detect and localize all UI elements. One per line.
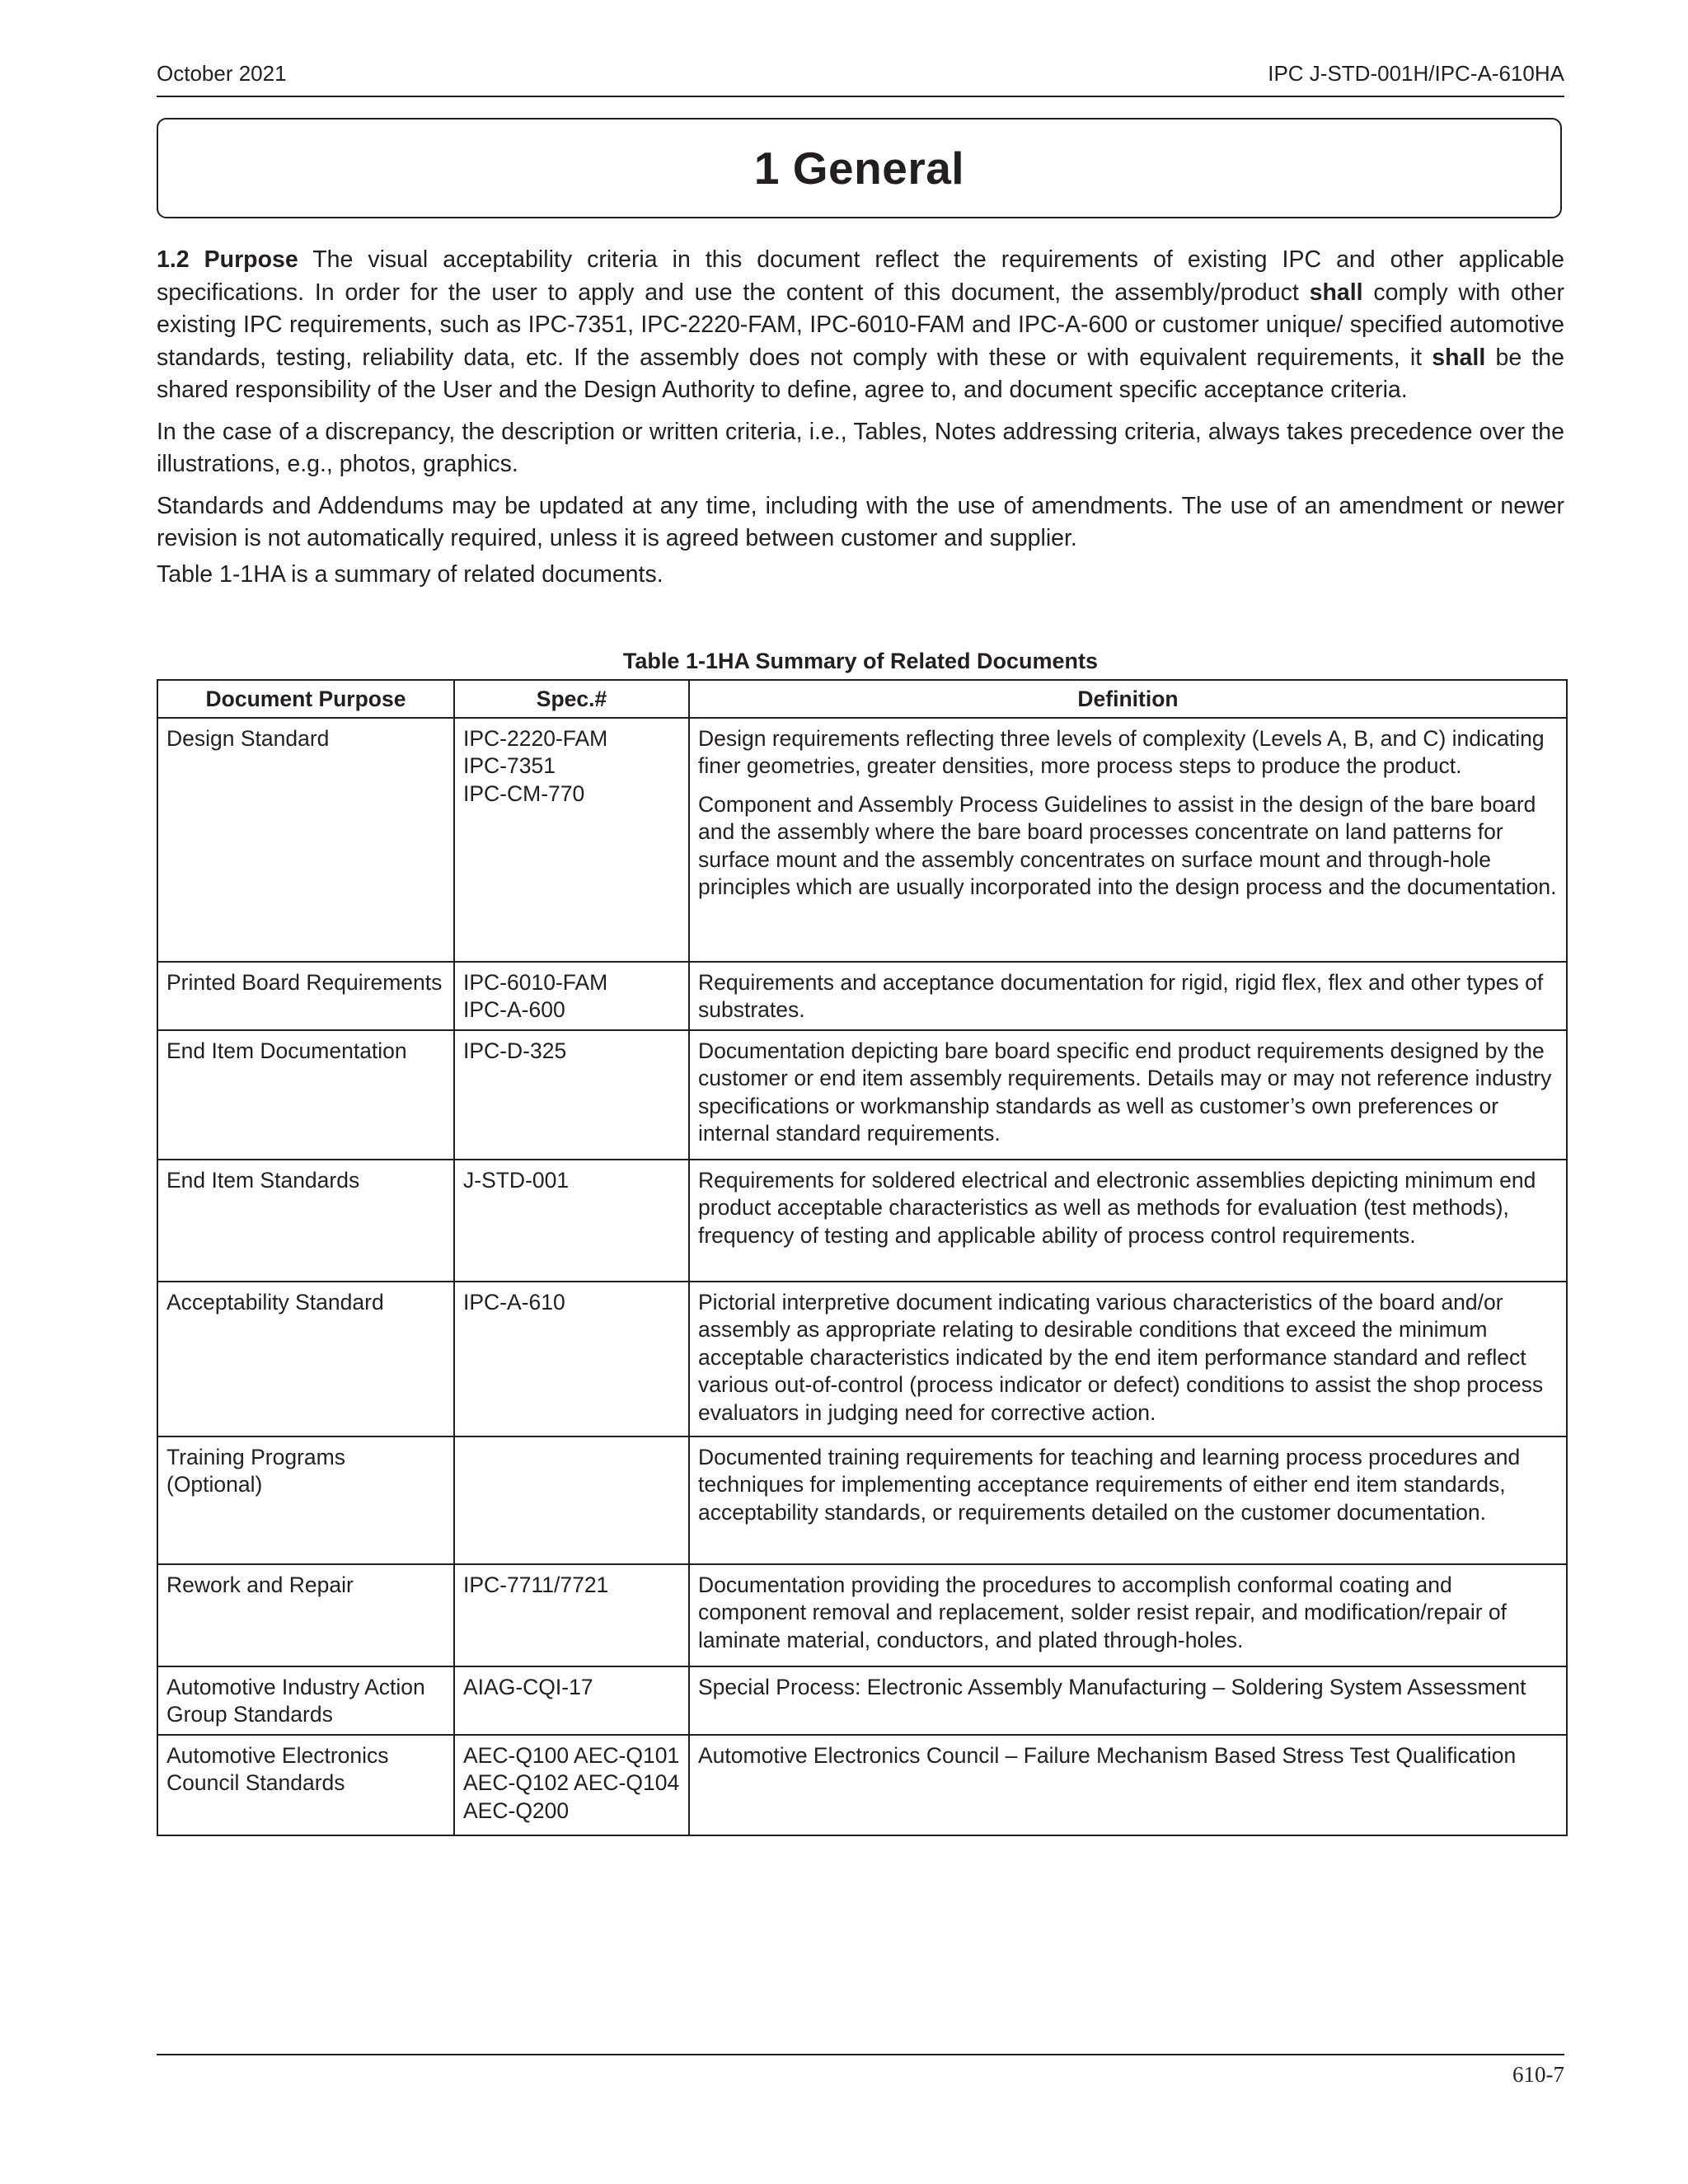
purpose-heading: 1.2 Purpose: [157, 246, 298, 273]
cell-definition: [689, 1564, 1567, 1666]
spec-item: IPC-6010-FAM: [463, 969, 608, 995]
purpose-paragraph: [157, 244, 1564, 407]
spec-item: AEC-Q100 AEC-Q101: [463, 1742, 680, 1768]
standards-paragraph: Standards and Addendums may be updated at any time, including with the use of amendments. The use of an amendment or newer revision is not automatically required, unless it is agreed between customer and supplier.: [157, 492, 1564, 551]
section-title: 1 General: [753, 143, 965, 194]
spec-item: IPC-A-600: [463, 997, 565, 1022]
definition-text: Requirements for soldered electrical and electronic assemblies depicting minimum end product acceptable characteristics as well as methods for evaluation (test methods), frequency of testing and applicable ability of process control requirements.: [698, 1167, 1536, 1248]
spec-item: J-STD-001: [463, 1167, 570, 1193]
cell-purpose: Acceptability Standard: [157, 1282, 454, 1436]
cell-purpose: Printed Board Requirements: [157, 962, 454, 1030]
definition-text: Component and Assembly Process Guidelines to assist in the design of the bare board and the assembly where the bare board processes concentrate on land patterns for surface mount and the assembly concentrates on surface mount and through-hole principles which are usually incorporated into the design process and the documentation.: [698, 791, 1557, 899]
spec-item: IPC-2220-FAM: [463, 725, 608, 751]
header-rule: [157, 96, 1564, 97]
cell-purpose: Rework and Repair: [157, 1564, 454, 1666]
shall-keyword-1: shall: [1309, 279, 1363, 306]
definition-text: Special Process: Electronic Assembly Manufacturing – Soldering System Assessment: [698, 1674, 1526, 1699]
cell-purpose: Automotive Electronics Council Standards: [157, 1735, 454, 1835]
cell-spec: [454, 1282, 689, 1436]
body-text: [157, 244, 1564, 591]
table-row: [157, 1160, 1567, 1282]
definition-text: Automotive Electronics Council – Failure Mechanism Based Stress Test Qualification: [698, 1742, 1517, 1768]
table-row: [157, 1282, 1567, 1436]
purpose-text-3: be the shared responsibility of the User and the Design Authority to define, agree to, and document specific acceptance criteria.: [157, 344, 1564, 403]
spec-item: AIAG-CQI-17: [463, 1674, 593, 1699]
cell-purpose: Design Standard: [157, 718, 454, 962]
spec-item: IPC-7711/7721: [463, 1572, 609, 1597]
footer-rule: [157, 2054, 1564, 2055]
related-documents-table: [157, 679, 1568, 1836]
cell-definition: [689, 1666, 1567, 1735]
table-reference-paragraph: Table 1-1HA is a summary of related documents.: [157, 560, 663, 588]
column-header-purpose: Document Purpose: [157, 680, 454, 718]
page-number: 610-7: [1512, 2062, 1564, 2087]
table-row: [157, 1735, 1567, 1835]
cell-purpose: Training Programs (Optional): [157, 1436, 454, 1564]
spec-item: IPC-7351: [463, 753, 556, 778]
cell-definition: [689, 1030, 1567, 1160]
cell-purpose: End Item Documentation: [157, 1030, 454, 1160]
purpose-text-2: comply with other existing IPC requirements, such as IPC-7351, IPC-2220-FAM, IPC-6010-FAM and IPC-A-600 or customer unique/ specified automotive standards, testing, reliability data, etc. If the assembly does not comply with these or with equivalent requirements, it: [157, 279, 1564, 371]
cell-spec: [454, 1160, 689, 1282]
cell-spec: [454, 1735, 689, 1835]
cell-spec: [454, 1436, 689, 1564]
column-header-definition: Definition: [689, 680, 1567, 718]
header-date: October 2021: [157, 61, 287, 86]
cell-definition: [689, 962, 1567, 1030]
table-caption: Table 1-1HA Summary of Related Documents: [622, 649, 1099, 673]
table-header-row: [157, 680, 1567, 718]
header-doc-id: IPC J-STD-001H/IPC-A-610HA: [1268, 61, 1564, 86]
cell-spec: [454, 962, 689, 1030]
spec-item: AEC-Q102 AEC-Q104: [463, 1770, 680, 1795]
shall-keyword-2: shall: [1432, 344, 1486, 371]
spec-item: IPC-CM-770: [463, 780, 585, 806]
discrepancy-paragraph: In the case of a discrepancy, the description or written criteria, i.e., Tables, Notes addressing criteria, always takes precedence over the illustrations, e.g., photos, graphics.: [157, 418, 1564, 477]
table-row: [157, 1030, 1567, 1160]
cell-spec: [454, 1030, 689, 1160]
cell-definition: [689, 1160, 1567, 1282]
table-row: [157, 1666, 1567, 1735]
cell-definition: [689, 718, 1567, 962]
table-row: [157, 962, 1567, 1030]
definition-text: Requirements and acceptance documentation for rigid, rigid flex, flex and other types of substrates.: [698, 969, 1544, 1022]
column-header-spec: Spec.#: [454, 680, 689, 718]
cell-spec: [454, 1564, 689, 1666]
cell-definition: [689, 1735, 1567, 1835]
cell-purpose: End Item Standards: [157, 1160, 454, 1282]
purpose-text-1: The visual acceptability criteria in this document reflect the requirements of existing IPC and other applicable specifications. In order for the user to apply and use the content of this document, the assembly/product: [157, 246, 1564, 306]
definition-text: Documentation depicting bare board specific end product requirements designed by the customer or end item assembly requirements. Details may or may not reference industry specifications or workmanship standards as well as customer’s own preferences or internal standard requirements.: [698, 1038, 1552, 1146]
cell-definition: [689, 1436, 1567, 1564]
section-title-box: [157, 118, 1562, 218]
cell-spec: [454, 1666, 689, 1735]
definition-text: Pictorial interpretive document indicating various characteristics of the board and/or assembly as appropriate relating to desirable conditions that exceed the minimum acceptable characteristics indicated by the end item performance standard and reflect various out-of-control (process indicator or defect) conditions to assist the shop process evaluators in judging need for corrective action.: [698, 1289, 1544, 1425]
spec-item: AEC-Q200: [463, 1797, 570, 1823]
cell-purpose: Automotive Industry Action Group Standards: [157, 1666, 454, 1735]
cell-spec: [454, 718, 689, 962]
table-row: [157, 1436, 1567, 1564]
table-row: [157, 718, 1567, 962]
definition-text: Documentation providing the procedures to accomplish conformal coating and component removal and replacement, solder resist repair, and modification/repair of laminate material, conductors, and plated through-holes.: [698, 1572, 1507, 1652]
spec-item: IPC-D-325: [463, 1038, 567, 1063]
definition-text: Documented training requirements for teaching and learning process procedures and techniques for implementing acceptance requirements of either end item standards, acceptability standards, or requirements detailed on the customer documentation.: [698, 1444, 1521, 1525]
table-row: [157, 1564, 1567, 1666]
cell-definition: [689, 1282, 1567, 1436]
definition-text: Design requirements reflecting three levels of complexity (Levels A, B, and C) indicating finer geometries, greater densities, more process steps to produce the product.: [698, 725, 1545, 778]
spec-item: IPC-A-610: [463, 1289, 565, 1315]
